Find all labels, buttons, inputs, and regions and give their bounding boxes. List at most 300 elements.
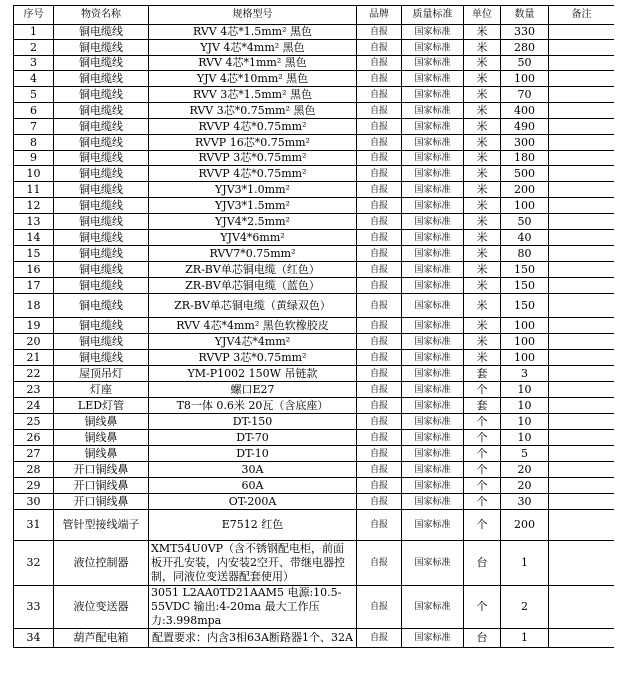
row-note	[549, 541, 615, 586]
row-qty: 10	[501, 382, 549, 398]
row-note	[549, 334, 615, 350]
table-body	[14, 25, 615, 648]
row-note	[549, 166, 615, 182]
row-brand: 自报	[357, 629, 402, 648]
row-spec: 30A	[149, 462, 357, 478]
row-no: 28	[14, 462, 54, 478]
row-brand: 自报	[357, 350, 402, 366]
row-spec: RVV 4芯*1mm² 黑色	[149, 56, 357, 71]
row-no: 25	[14, 414, 54, 430]
row-spec: 60A	[149, 478, 357, 494]
row-unit: 米	[464, 262, 501, 278]
row-name: 铜电缆线	[54, 294, 149, 318]
row-spec: RVV 3芯*1.5mm² 黑色	[149, 87, 357, 103]
row-qty: 150	[501, 278, 549, 294]
row-standard: 国家标准	[402, 182, 464, 198]
row-qty: 20	[501, 462, 549, 478]
row-brand: 自报	[357, 182, 402, 198]
row-name: 铜线鼻	[54, 430, 149, 446]
row-brand: 自报	[357, 318, 402, 334]
row-unit: 米	[464, 214, 501, 230]
row-spec: YJV3*1.5mm²	[149, 198, 357, 214]
row-spec: RVV7*0.75mm²	[149, 246, 357, 262]
row-qty: 50	[501, 214, 549, 230]
table-row	[14, 366, 615, 382]
row-unit: 米	[464, 87, 501, 103]
row-no: 4	[14, 71, 54, 87]
row-standard: 国家标准	[402, 430, 464, 446]
row-no: 9	[14, 151, 54, 166]
table-row	[14, 71, 615, 87]
row-standard: 国家标准	[402, 103, 464, 119]
row-name: 铜线鼻	[54, 446, 149, 462]
header-note: 备注	[549, 6, 615, 25]
table-row	[14, 414, 615, 430]
row-spec: YJV4芯*4mm²	[149, 334, 357, 350]
row-standard: 国家标准	[402, 166, 464, 182]
row-spec: T8一体 0.6米 20瓦（含底座）	[149, 398, 357, 414]
row-qty: 100	[501, 318, 549, 334]
row-unit: 米	[464, 25, 501, 40]
row-spec: 螺口E27	[149, 382, 357, 398]
row-note	[549, 56, 615, 71]
row-note	[549, 182, 615, 198]
row-standard: 国家标准	[402, 398, 464, 414]
table-row	[14, 182, 615, 198]
table-row	[14, 166, 615, 182]
row-no: 22	[14, 366, 54, 382]
row-spec: 3051 L2AA0TD21AAM5 电源:10.5-55VDC 输出:4-20ma 最大工作压力:3.998mpa	[149, 586, 357, 629]
row-name: 铜电缆线	[54, 214, 149, 230]
row-unit: 米	[464, 135, 501, 151]
row-brand: 自报	[357, 382, 402, 398]
row-unit: 米	[464, 151, 501, 166]
table-row	[14, 494, 615, 510]
row-qty: 500	[501, 166, 549, 182]
row-no: 14	[14, 230, 54, 246]
row-standard: 国家标准	[402, 350, 464, 366]
row-standard: 国家标准	[402, 541, 464, 586]
row-name: 铜电缆线	[54, 230, 149, 246]
row-standard: 国家标准	[402, 214, 464, 230]
row-qty: 80	[501, 246, 549, 262]
row-note	[549, 629, 615, 648]
row-note	[549, 350, 615, 366]
row-unit: 个	[464, 382, 501, 398]
row-unit: 个	[464, 446, 501, 462]
row-qty: 150	[501, 262, 549, 278]
row-no: 33	[14, 586, 54, 629]
header-no: 序号	[14, 6, 54, 25]
row-brand: 自报	[357, 119, 402, 135]
row-note	[549, 262, 615, 278]
row-qty: 20	[501, 478, 549, 494]
row-unit: 米	[464, 119, 501, 135]
row-name: 铜电缆线	[54, 151, 149, 166]
row-name: 开口铜线鼻	[54, 494, 149, 510]
row-unit: 米	[464, 182, 501, 198]
table-row	[14, 278, 615, 294]
row-name: 铜电缆线	[54, 40, 149, 56]
table-row	[14, 510, 615, 541]
row-qty: 100	[501, 198, 549, 214]
row-name: 液位控制器	[54, 541, 149, 586]
row-brand: 自报	[357, 246, 402, 262]
row-standard: 国家标准	[402, 318, 464, 334]
row-name: 铜电缆线	[54, 318, 149, 334]
row-standard: 国家标准	[402, 135, 464, 151]
row-note	[549, 510, 615, 541]
row-unit: 米	[464, 103, 501, 119]
row-unit: 米	[464, 166, 501, 182]
row-qty: 150	[501, 294, 549, 318]
table-row	[14, 318, 615, 334]
row-spec: RVVP 3芯*0.75mm²	[149, 151, 357, 166]
row-brand: 自报	[357, 262, 402, 278]
row-brand: 自报	[357, 87, 402, 103]
row-unit: 米	[464, 246, 501, 262]
row-name: 开口铜线鼻	[54, 462, 149, 478]
row-name: 铜电缆线	[54, 262, 149, 278]
row-qty: 70	[501, 87, 549, 103]
row-unit: 米	[464, 71, 501, 87]
row-name: 灯座	[54, 382, 149, 398]
row-qty: 330	[501, 25, 549, 40]
table-row	[14, 446, 615, 462]
row-note	[549, 398, 615, 414]
materials-table	[13, 5, 614, 648]
header-name: 物资名称	[54, 6, 149, 25]
row-name: 铜电缆线	[54, 25, 149, 40]
row-unit: 米	[464, 40, 501, 56]
row-no: 31	[14, 510, 54, 541]
row-unit: 个	[464, 414, 501, 430]
row-brand: 自报	[357, 334, 402, 350]
row-no: 15	[14, 246, 54, 262]
table-row	[14, 430, 615, 446]
row-note	[549, 586, 615, 629]
row-standard: 国家标准	[402, 87, 464, 103]
table-row	[14, 398, 615, 414]
row-spec: XMT54U0VP（含不锈钢配电柜，前面板开孔安装，内安装2空开、带继电器控制，同液位变送器配套使用）	[149, 541, 357, 586]
row-name: 铜电缆线	[54, 198, 149, 214]
row-standard: 国家标准	[402, 414, 464, 430]
row-standard: 国家标准	[402, 119, 464, 135]
row-spec: YJV3*1.0mm²	[149, 182, 357, 198]
row-spec: ZR-BV单芯铜电缆（黄绿双色）	[149, 294, 357, 318]
row-spec: YJV4*2.5mm²	[149, 214, 357, 230]
row-spec: E7512 红色	[149, 510, 357, 541]
table-row	[14, 214, 615, 230]
header-row	[14, 6, 615, 25]
row-qty: 2	[501, 586, 549, 629]
row-no: 17	[14, 278, 54, 294]
row-brand: 自报	[357, 71, 402, 87]
row-qty: 1	[501, 541, 549, 586]
row-no: 2	[14, 40, 54, 56]
row-unit: 米	[464, 334, 501, 350]
table-row	[14, 294, 615, 318]
row-qty: 200	[501, 510, 549, 541]
row-unit: 个	[464, 510, 501, 541]
row-note	[549, 119, 615, 135]
row-note	[549, 230, 615, 246]
row-unit: 个	[464, 586, 501, 629]
table-row	[14, 262, 615, 278]
row-name: 葫芦配电箱	[54, 629, 149, 648]
row-spec: DT-10	[149, 446, 357, 462]
row-no: 20	[14, 334, 54, 350]
table-row	[14, 135, 615, 151]
row-qty: 40	[501, 230, 549, 246]
row-name: 铜电缆线	[54, 119, 149, 135]
row-brand: 自报	[357, 166, 402, 182]
row-spec: 配置要求：内含3相63A断路器1个、32A	[149, 629, 357, 648]
row-spec: YM-P1002 150W 吊链款	[149, 366, 357, 382]
row-brand: 自报	[357, 135, 402, 151]
row-note	[549, 382, 615, 398]
row-brand: 自报	[357, 462, 402, 478]
header-brand: 品牌	[357, 6, 402, 25]
row-unit: 米	[464, 350, 501, 366]
row-qty: 30	[501, 494, 549, 510]
row-no: 6	[14, 103, 54, 119]
header-qty: 数量	[501, 6, 549, 25]
row-name: 铜电缆线	[54, 135, 149, 151]
row-name: 铜电缆线	[54, 334, 149, 350]
row-spec: RVV 4芯*1.5mm² 黑色	[149, 25, 357, 40]
row-qty: 10	[501, 398, 549, 414]
row-unit: 个	[464, 494, 501, 510]
row-no: 26	[14, 430, 54, 446]
table-row	[14, 198, 615, 214]
row-brand: 自报	[357, 446, 402, 462]
row-unit: 米	[464, 294, 501, 318]
row-standard: 国家标准	[402, 478, 464, 494]
row-brand: 自报	[357, 230, 402, 246]
table-row	[14, 350, 615, 366]
header-unit: 单位	[464, 6, 501, 25]
row-note	[549, 478, 615, 494]
row-no: 13	[14, 214, 54, 230]
row-standard: 国家标准	[402, 56, 464, 71]
row-note	[549, 40, 615, 56]
row-no: 34	[14, 629, 54, 648]
row-standard: 国家标准	[402, 278, 464, 294]
row-no: 8	[14, 135, 54, 151]
row-name: 铜电缆线	[54, 350, 149, 366]
row-brand: 自报	[357, 494, 402, 510]
row-spec: RVVP 3芯*0.75mm²	[149, 350, 357, 366]
row-unit: 米	[464, 230, 501, 246]
row-note	[549, 414, 615, 430]
row-no: 23	[14, 382, 54, 398]
row-qty: 280	[501, 40, 549, 56]
row-unit: 个	[464, 462, 501, 478]
table-row	[14, 40, 615, 56]
row-note	[549, 246, 615, 262]
row-name: LED灯管	[54, 398, 149, 414]
table-row	[14, 119, 615, 135]
row-brand: 自报	[357, 366, 402, 382]
row-name: 液位变送器	[54, 586, 149, 629]
row-qty: 180	[501, 151, 549, 166]
table-row	[14, 151, 615, 166]
row-standard: 国家标准	[402, 40, 464, 56]
row-spec: RVV 3芯*0.75mm² 黑色	[149, 103, 357, 119]
row-standard: 国家标准	[402, 230, 464, 246]
row-brand: 自报	[357, 103, 402, 119]
row-no: 18	[14, 294, 54, 318]
row-spec: YJV 4芯*4mm² 黑色	[149, 40, 357, 56]
row-name: 铜线鼻	[54, 414, 149, 430]
row-no: 16	[14, 262, 54, 278]
row-unit: 套	[464, 366, 501, 382]
row-qty: 50	[501, 56, 549, 71]
table-row	[14, 56, 615, 71]
row-qty: 10	[501, 414, 549, 430]
row-spec: OT-200A	[149, 494, 357, 510]
row-no: 3	[14, 56, 54, 71]
header-standard: 质量标准	[402, 6, 464, 25]
row-no: 19	[14, 318, 54, 334]
row-standard: 国家标准	[402, 462, 464, 478]
table-row	[14, 629, 615, 648]
table-row	[14, 541, 615, 586]
row-qty: 5	[501, 446, 549, 462]
row-standard: 国家标准	[402, 494, 464, 510]
row-brand: 自报	[357, 510, 402, 541]
row-standard: 国家标准	[402, 334, 464, 350]
row-spec: DT-150	[149, 414, 357, 430]
row-note	[549, 25, 615, 40]
table-row	[14, 25, 615, 40]
row-no: 1	[14, 25, 54, 40]
row-unit: 台	[464, 541, 501, 586]
row-spec: RVVP 16芯*0.75mm²	[149, 135, 357, 151]
row-note	[549, 318, 615, 334]
row-no: 24	[14, 398, 54, 414]
row-name: 铜电缆线	[54, 103, 149, 119]
row-note	[549, 446, 615, 462]
row-no: 11	[14, 182, 54, 198]
row-note	[549, 71, 615, 87]
row-brand: 自报	[357, 294, 402, 318]
row-no: 5	[14, 87, 54, 103]
row-spec: DT-70	[149, 430, 357, 446]
row-name: 铜电缆线	[54, 87, 149, 103]
row-spec: ZR-BV单芯铜电缆（蓝色）	[149, 278, 357, 294]
row-standard: 国家标准	[402, 446, 464, 462]
header-spec: 规格型号	[149, 6, 357, 25]
row-no: 27	[14, 446, 54, 462]
row-no: 29	[14, 478, 54, 494]
row-name: 铜电缆线	[54, 278, 149, 294]
row-brand: 自报	[357, 214, 402, 230]
row-unit: 台	[464, 629, 501, 648]
row-name: 铜电缆线	[54, 56, 149, 71]
row-name: 铜电缆线	[54, 166, 149, 182]
row-brand: 自报	[357, 541, 402, 586]
row-brand: 自报	[357, 56, 402, 71]
row-qty: 300	[501, 135, 549, 151]
row-standard: 国家标准	[402, 262, 464, 278]
row-brand: 自报	[357, 198, 402, 214]
row-note	[549, 103, 615, 119]
row-name: 铜电缆线	[54, 71, 149, 87]
row-brand: 自报	[357, 398, 402, 414]
row-no: 12	[14, 198, 54, 214]
row-unit: 套	[464, 398, 501, 414]
row-spec: RVVP 4芯*0.75mm²	[149, 166, 357, 182]
row-note	[549, 462, 615, 478]
row-qty: 100	[501, 350, 549, 366]
table-row	[14, 230, 615, 246]
row-qty: 1	[501, 629, 549, 648]
row-standard: 国家标准	[402, 151, 464, 166]
row-spec: ZR-BV单芯铜电缆（红色）	[149, 262, 357, 278]
row-name: 屋顶吊灯	[54, 366, 149, 382]
row-qty: 200	[501, 182, 549, 198]
row-name: 开口铜线鼻	[54, 478, 149, 494]
table-row	[14, 382, 615, 398]
row-brand: 自报	[357, 40, 402, 56]
row-note	[549, 366, 615, 382]
table-row	[14, 87, 615, 103]
table-row	[14, 103, 615, 119]
row-note	[549, 135, 615, 151]
row-note	[549, 87, 615, 103]
row-no: 32	[14, 541, 54, 586]
row-note	[549, 494, 615, 510]
row-spec: RVVP 4芯*0.75mm²	[149, 119, 357, 135]
row-qty: 100	[501, 334, 549, 350]
row-brand: 自报	[357, 478, 402, 494]
row-note	[549, 151, 615, 166]
row-qty: 400	[501, 103, 549, 119]
row-name: 铜电缆线	[54, 182, 149, 198]
table-row	[14, 586, 615, 629]
table-row	[14, 462, 615, 478]
row-standard: 国家标准	[402, 510, 464, 541]
table-row	[14, 478, 615, 494]
row-qty: 10	[501, 430, 549, 446]
row-qty: 490	[501, 119, 549, 135]
materials-table-container	[13, 5, 614, 679]
row-brand: 自报	[357, 586, 402, 629]
row-standard: 国家标准	[402, 198, 464, 214]
row-standard: 国家标准	[402, 25, 464, 40]
row-spec: YJV 4芯*10mm² 黑色	[149, 71, 357, 87]
row-qty: 3	[501, 366, 549, 382]
row-standard: 国家标准	[402, 586, 464, 629]
row-unit: 个	[464, 478, 501, 494]
row-note	[549, 214, 615, 230]
row-name: 铜电缆线	[54, 246, 149, 262]
row-brand: 自报	[357, 430, 402, 446]
row-brand: 自报	[357, 151, 402, 166]
row-note	[549, 294, 615, 318]
row-unit: 米	[464, 198, 501, 214]
row-no: 10	[14, 166, 54, 182]
row-standard: 国家标准	[402, 366, 464, 382]
row-brand: 自报	[357, 414, 402, 430]
row-standard: 国家标准	[402, 294, 464, 318]
row-name: 管针型接线端子	[54, 510, 149, 541]
row-spec: RVV 4芯*4mm² 黑色软橡胶皮	[149, 318, 357, 334]
row-note	[549, 278, 615, 294]
row-standard: 国家标准	[402, 246, 464, 262]
